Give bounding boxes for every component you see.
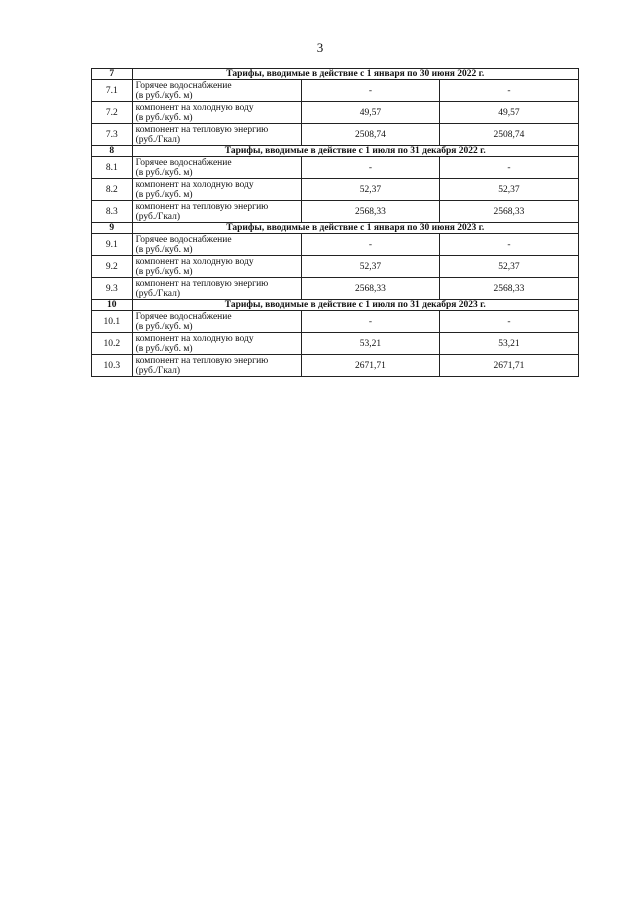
row-name	[132, 278, 301, 300]
table-row	[92, 179, 579, 201]
table-row	[92, 256, 579, 278]
row-number: 8.3	[92, 201, 133, 223]
row-name-line1: компонент на тепловую энергию	[135, 124, 269, 135]
table-row	[92, 201, 579, 223]
row-name-line2: (руб./Гкал)	[135, 134, 181, 145]
row-value-2: 49,57	[439, 102, 578, 124]
row-number: 7.1	[92, 80, 133, 102]
table-row	[92, 234, 579, 256]
section-header	[92, 146, 579, 157]
section-header	[92, 223, 579, 234]
row-name-line2: (в руб./куб. м)	[135, 90, 193, 101]
row-name-line1: компонент на холодную воду	[135, 333, 254, 344]
section-title: Тарифы, вводимые в действие с 1 января по 30 июня 2022 г.	[132, 69, 578, 80]
table-row	[92, 355, 579, 377]
row-name	[132, 355, 301, 377]
row-value-2: 52,37	[439, 179, 578, 201]
table-row	[92, 157, 579, 179]
row-value-2: -	[439, 234, 578, 256]
table-row	[92, 80, 579, 102]
section-header	[92, 300, 579, 311]
table-row	[92, 311, 579, 333]
row-value-2: 53,21	[439, 333, 578, 355]
row-value-1: -	[302, 80, 440, 102]
section-number: 7	[92, 69, 133, 80]
row-value-2: 2568,33	[439, 278, 578, 300]
row-number: 9.3	[92, 278, 133, 300]
tariff-table	[91, 68, 579, 377]
row-name-line1: компонент на тепловую энергию	[135, 278, 269, 289]
row-value-1: 52,37	[302, 179, 440, 201]
table-row	[92, 102, 579, 124]
row-name-line1: компонент на тепловую энергию	[135, 201, 269, 212]
row-number: 8.2	[92, 179, 133, 201]
row-name-line1: компонент на холодную воду	[135, 102, 254, 113]
table-row	[92, 278, 579, 300]
row-name-line2: (в руб./куб. м)	[135, 266, 193, 277]
row-name	[132, 333, 301, 355]
row-number: 9.2	[92, 256, 133, 278]
row-name-line1: компонент на холодную воду	[135, 179, 254, 190]
row-value-2: 2671,71	[439, 355, 578, 377]
section-header	[92, 69, 579, 80]
row-name	[132, 157, 301, 179]
row-value-1: 52,37	[302, 256, 440, 278]
row-name-line2: (в руб./куб. м)	[135, 321, 193, 332]
section-title: Тарифы, вводимые в действие с 1 января по 30 июня 2023 г.	[132, 223, 578, 234]
row-number: 7.3	[92, 124, 133, 146]
row-value-2: 2508,74	[439, 124, 578, 146]
row-number: 10.3	[92, 355, 133, 377]
row-name	[132, 124, 301, 146]
page-number: 3	[316, 40, 324, 55]
row-number: 9.1	[92, 234, 133, 256]
row-name-line2: (руб./Гкал)	[135, 288, 181, 299]
row-value-1: -	[302, 234, 440, 256]
row-value-2: -	[439, 157, 578, 179]
section-title: Тарифы, вводимые в действие с 1 июля по 31 декабря 2022 г.	[132, 146, 578, 157]
row-name	[132, 256, 301, 278]
row-name	[132, 80, 301, 102]
row-name-line1: компонент на тепловую энергию	[135, 355, 269, 366]
row-name-line1: Горячее водоснабжение	[135, 311, 232, 322]
row-number: 7.2	[92, 102, 133, 124]
row-name-line2: (в руб./куб. м)	[135, 343, 193, 354]
table-row	[92, 333, 579, 355]
section-number: 10	[92, 300, 133, 311]
row-name	[132, 311, 301, 333]
row-value-2: 2568,33	[439, 201, 578, 223]
section-title: Тарифы, вводимые в действие с 1 июля по 31 декабря 2023 г.	[132, 300, 578, 311]
row-name-line2: (руб./Гкал)	[135, 365, 181, 376]
row-name-line1: компонент на холодную воду	[135, 256, 254, 267]
row-number: 10.1	[92, 311, 133, 333]
row-value-1: 2568,33	[302, 201, 440, 223]
section-number: 9	[92, 223, 133, 234]
row-value-1: 53,21	[302, 333, 440, 355]
row-name-line2: (в руб./куб. м)	[135, 167, 193, 178]
row-number: 10.2	[92, 333, 133, 355]
row-value-2: -	[439, 80, 578, 102]
row-name	[132, 201, 301, 223]
row-number: 8.1	[92, 157, 133, 179]
row-value-1: -	[302, 311, 440, 333]
row-value-2: -	[439, 311, 578, 333]
table-row	[92, 124, 579, 146]
row-value-1: -	[302, 157, 440, 179]
row-name-line1: Горячее водоснабжение	[135, 234, 232, 245]
row-value-1: 49,57	[302, 102, 440, 124]
row-value-1: 2671,71	[302, 355, 440, 377]
row-value-2: 52,37	[439, 256, 578, 278]
row-name-line2: (руб./Гкал)	[135, 211, 181, 222]
row-value-1: 2508,74	[302, 124, 440, 146]
row-name-line2: (в руб./куб. м)	[135, 244, 193, 255]
row-name	[132, 102, 301, 124]
row-name	[132, 179, 301, 201]
section-number: 8	[92, 146, 133, 157]
row-name	[132, 234, 301, 256]
row-value-1: 2568,33	[302, 278, 440, 300]
row-name-line1: Горячее водоснабжение	[135, 80, 232, 91]
row-name-line1: Горячее водоснабжение	[135, 157, 232, 168]
row-name-line2: (в руб./куб. м)	[135, 189, 193, 200]
row-name-line2: (в руб./куб. м)	[135, 112, 193, 123]
